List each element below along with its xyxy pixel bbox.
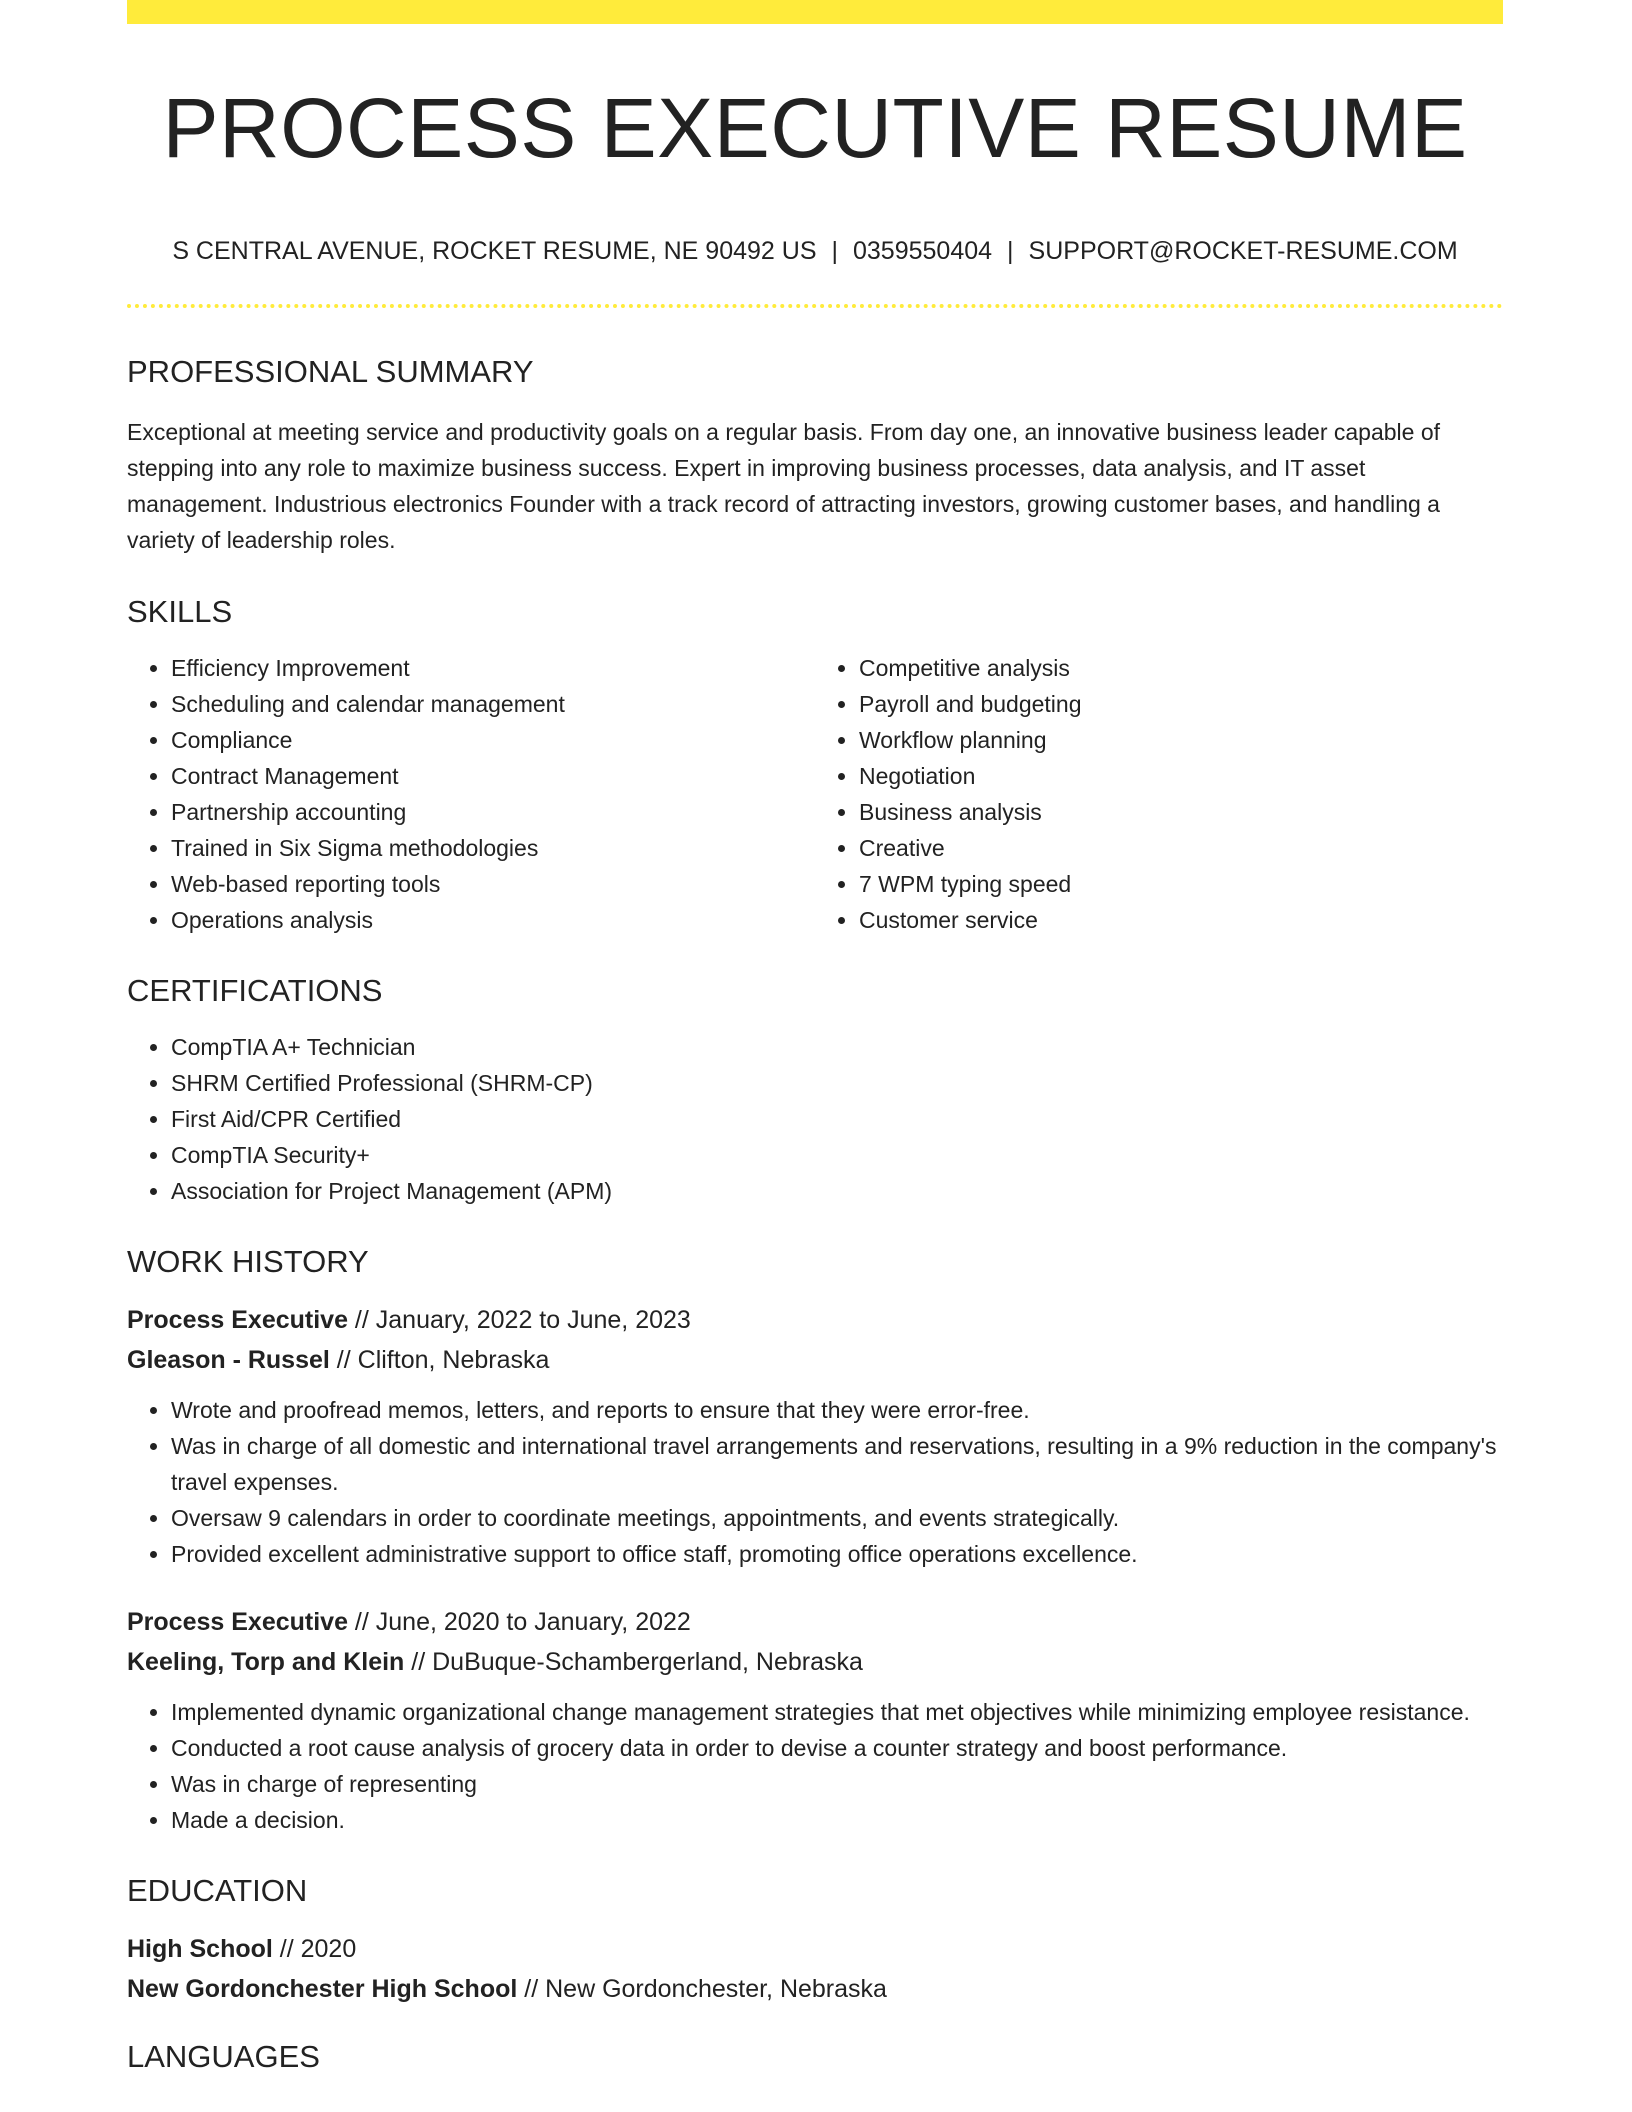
skills-columns: [127, 650, 1503, 938]
skill-item: • Scheduling and calendar management: [171, 686, 815, 722]
skills-list-left: [127, 650, 815, 938]
skill-item: • Trained in Six Sigma methodologies: [171, 830, 815, 866]
education-school: New Gordonchester High School: [127, 1975, 518, 2003]
skill-item: • Creative: [859, 830, 1503, 866]
job-company: Gleason - Russel: [127, 1346, 330, 1374]
contact-separator: |: [1007, 237, 1014, 265]
certification-item: • SHRM Certified Professional (SHRM-CP): [171, 1065, 1503, 1101]
job-dates: // June, 2020 to January, 2022: [347, 1608, 691, 1636]
job-bullet: • Provided excellent administrative support to office staff, promoting office operations excellence.: [171, 1536, 1503, 1572]
skill-item: • 7 WPM typing speed: [859, 866, 1503, 902]
certifications-list: [127, 1029, 1503, 1209]
job-bullet: • Made a decision.: [171, 1802, 1503, 1838]
skill-item: • Negotiation: [859, 758, 1503, 794]
resume-page: [127, 0, 1503, 2072]
job-bullet: • Was in charge of all domestic and international travel arrangements and reservations, resulting in a 9% reduction in the company's travel expenses.: [171, 1428, 1503, 1500]
education-year: // 2020: [272, 1935, 357, 1963]
contact-email: SUPPORT@ROCKET-RESUME.COM: [1028, 237, 1458, 265]
job-company-line: [127, 1642, 1503, 1682]
certification-item: • First Aid/CPR Certified: [171, 1101, 1503, 1137]
job-title: Process Executive: [127, 1608, 348, 1636]
skill-item: • Compliance: [171, 722, 815, 758]
job-bullet: • Wrote and proofread memos, letters, and reports to ensure that they were error-free.: [171, 1392, 1503, 1428]
job-bullets: [127, 1694, 1503, 1838]
skill-item: • Workflow planning: [859, 722, 1503, 758]
work-history-heading: WORK HISTORY: [127, 1244, 369, 1279]
job-bullets: [127, 1392, 1503, 1572]
skills-list-right: [815, 650, 1503, 938]
job-dates: // January, 2022 to June, 2023: [347, 1306, 691, 1334]
job-bullet: • Conducted a root cause analysis of grocery data in order to devise a counter strategy and boost performance.: [171, 1730, 1503, 1766]
skill-item: • Efficiency Improvement: [171, 650, 815, 686]
contact-line: [127, 239, 1503, 264]
skill-item: • Partnership accounting: [171, 794, 815, 830]
skill-item: • Payroll and budgeting: [859, 686, 1503, 722]
contact-phone: 0359550404: [853, 237, 993, 265]
job-title: Process Executive: [127, 1306, 348, 1334]
skill-item: • Web-based reporting tools: [171, 866, 815, 902]
job-title-line: [127, 1602, 1503, 1642]
skills-heading: SKILLS: [127, 594, 233, 629]
resume-title: PROCESS EXECUTIVE RESUME: [162, 81, 1468, 175]
job-bullet: • Oversaw 9 calendars in order to coordinate meetings, appointments, and events strategically.: [171, 1500, 1503, 1536]
skill-item: • Contract Management: [171, 758, 815, 794]
summary-text: Exceptional at meeting service and productivity goals on a regular basis. From day one, an innovative business leader capable of stepping into any role to maximize business success. Expert in improving business processes, data analysis, and IT asset management. Industrious electronics Founder with a track record of attracting investors, growing customer bases, and handling a variety of leadership roles.: [127, 419, 1441, 553]
certification-item: • Association for Project Management (APM): [171, 1173, 1503, 1209]
job-bullet: • Implemented dynamic organizational change management strategies that met objectives while minimizing employee resistance.: [171, 1694, 1503, 1730]
job-bullet: • Was in charge of representing: [171, 1766, 1503, 1802]
summary-heading: PROFESSIONAL SUMMARY: [127, 354, 534, 389]
education-school-line: [127, 1969, 1503, 2009]
certifications-heading: CERTIFICATIONS: [127, 973, 383, 1008]
education-location: // New Gordonchester, Nebraska: [517, 1975, 887, 2003]
dotted-divider: [127, 304, 1503, 308]
skill-item: • Business analysis: [859, 794, 1503, 830]
contact-separator: |: [831, 237, 838, 265]
skill-item: • Operations analysis: [171, 902, 815, 938]
skill-item: • Competitive analysis: [859, 650, 1503, 686]
contact-address: S CENTRAL AVENUE, ROCKET RESUME, NE 90492 US: [172, 237, 817, 265]
job-location: // DuBuque-Schambergerland, Nebraska: [404, 1648, 863, 1676]
top-accent-bar: [127, 0, 1503, 24]
job-location: // Clifton, Nebraska: [329, 1346, 550, 1374]
job-company-line: [127, 1340, 1503, 1380]
certification-item: • CompTIA Security+: [171, 1137, 1503, 1173]
certification-item: • CompTIA A+ Technician: [171, 1029, 1503, 1065]
education-degree-line: [127, 1929, 1503, 1969]
education-heading: EDUCATION: [127, 1873, 308, 1908]
languages-heading: LANGUAGES: [127, 2039, 320, 2074]
job-company: Keeling, Torp and Klein: [127, 1648, 405, 1676]
skill-item: • Customer service: [859, 902, 1503, 938]
education-degree: High School: [127, 1935, 273, 1963]
job-title-line: [127, 1300, 1503, 1340]
